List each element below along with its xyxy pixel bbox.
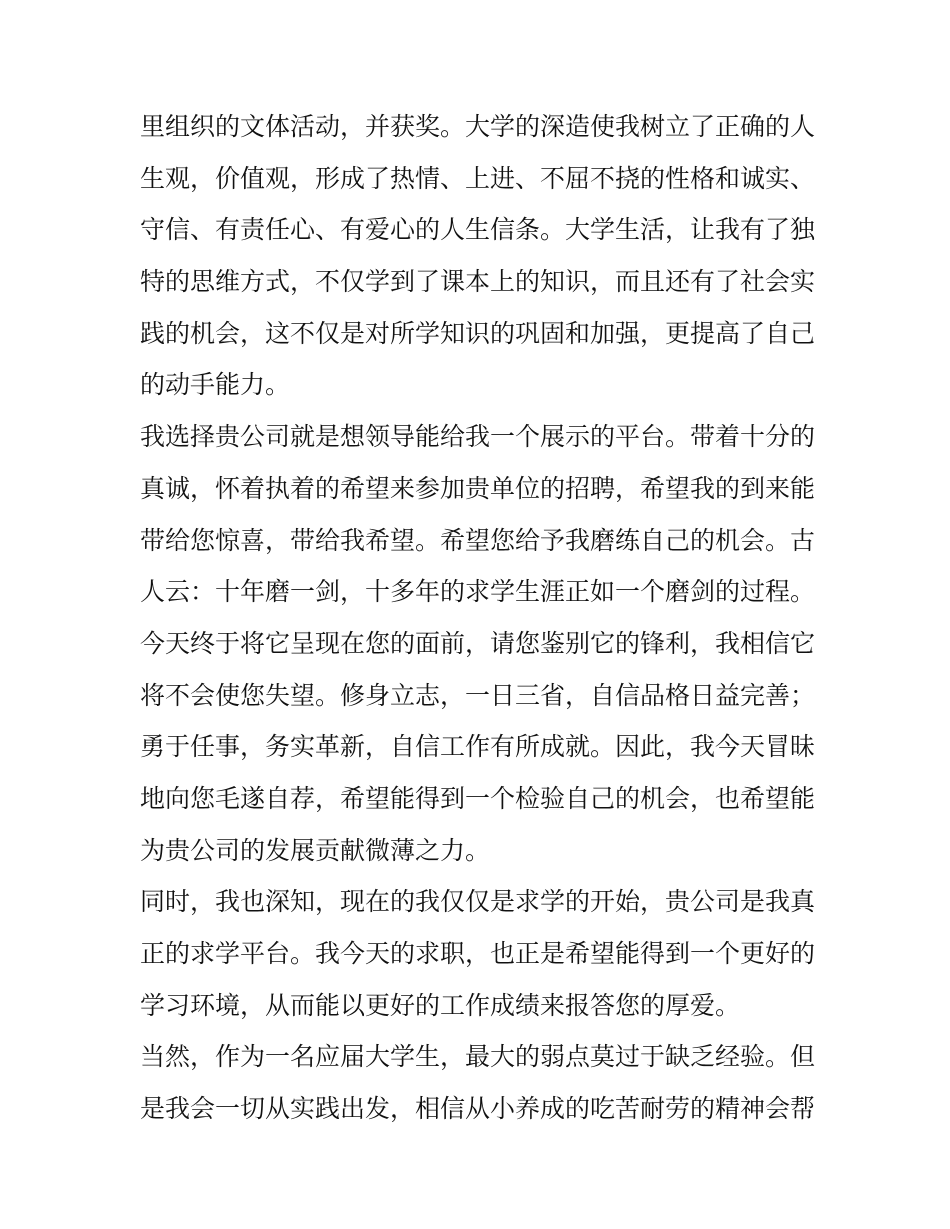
text-line: 特的思维方式，不仅学到了课本上的知识，而且还有了社会实 — [140, 267, 816, 297]
text-line: 践的机会，这不仅是对所学知识的巩固和加强，更提高了自己 — [140, 318, 816, 348]
text-line: 地向您毛遂自荐，希望能得到一个检验自己的机会，也希望能 — [140, 783, 816, 813]
text-line: 正的求学平台。我今天的求职，也正是希望能得到一个更好的 — [140, 939, 816, 968]
text-line: 我选择贵公司就是想领导能给我一个展示的平台。带着十分的 — [140, 422, 816, 452]
text-line: 将不会使您失望。修身立志，一日三省，自信品格日益完善； — [140, 680, 816, 710]
text-line: 的动手能力。 — [140, 370, 291, 400]
text-line: 勇于任事，务实革新，自信工作有所成就。因此，我今天冒昧 — [140, 732, 816, 762]
paragraph-2 — [140, 411, 815, 876]
text-line: 里组织的文体活动，并获奖。大学的深造使我树立了正确的人 — [140, 112, 816, 141]
text-line: 人云：十年磨一剑，十多年的求学生涯正如一个磨剑的过程。 — [140, 577, 816, 607]
paragraph-1 — [140, 101, 815, 411]
text-line: 真诚，怀着执着的希望来参加贵单位的招聘，希望我的到来能 — [140, 473, 816, 503]
text-line: 今天终于将它呈现在您的面前，请您鉴别它的锋利，我相信它 — [140, 628, 816, 658]
paragraph-4 — [140, 1031, 815, 1134]
text-line: 生观，价值观，形成了热情、上进、不屈不挠的性格和诚实、 — [140, 163, 816, 193]
document-body — [140, 101, 815, 1135]
text-line: 是我会一切从实践出发，相信从小养成的吃苦耐劳的精神会帮 — [140, 1094, 816, 1124]
text-line: 当然，作为一名应届大学生，最大的弱点莫过于缺乏经验。但 — [140, 1042, 816, 1072]
paragraph-3 — [140, 876, 815, 1031]
text-line: 同时，我也深知，现在的我仅仅是求学的开始，贵公司是我真 — [140, 887, 816, 917]
text-line: 学习环境，从而能以更好的工作成绩来报答您的厚爱。 — [140, 990, 741, 1020]
text-line: 守信、有责任心、有爱心的人生信条。大学生活，让我有了独 — [140, 215, 816, 245]
text-line: 带给您惊喜，带给我希望。希望您给予我磨练自己的机会。古 — [140, 525, 816, 555]
text-line: 为贵公司的发展贡献微薄之力。 — [140, 835, 491, 865]
